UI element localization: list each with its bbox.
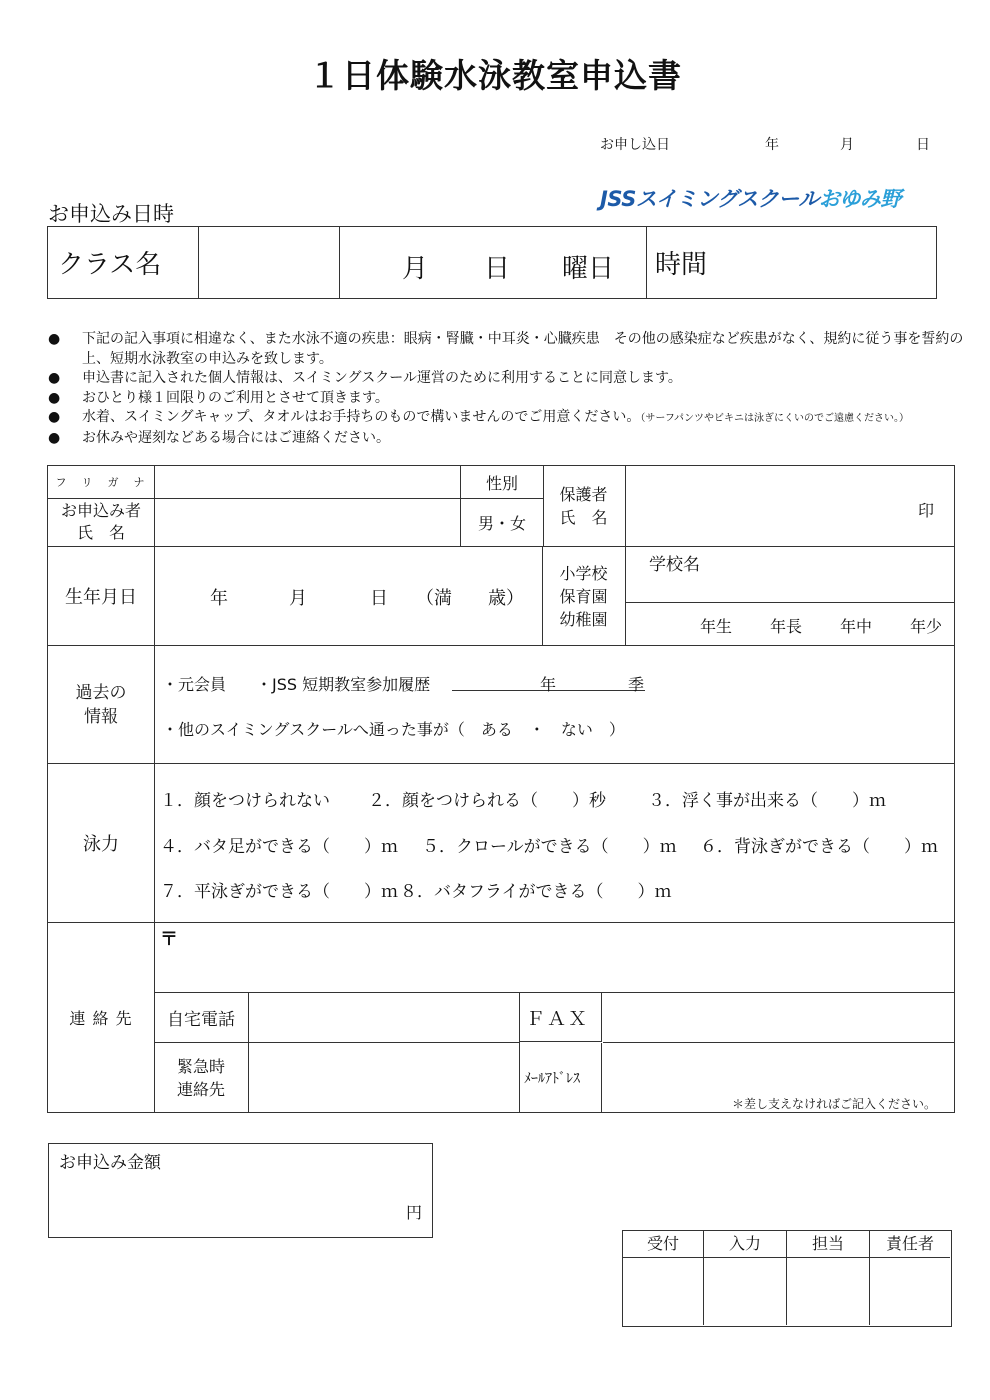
school-name-label: 学校名 bbox=[649, 555, 700, 575]
ability-item[interactable]: ２．顔をつけられる（ ）秒 bbox=[368, 791, 606, 811]
age-open: （満 bbox=[416, 588, 452, 609]
office-use-table bbox=[622, 1230, 952, 1327]
email-note: ＊差し支えなければご記入ください。 bbox=[731, 1097, 936, 1111]
form-title: １日体験水泳教室申込書 bbox=[308, 56, 682, 95]
notice-item bbox=[48, 408, 978, 429]
class-name-field[interactable] bbox=[199, 227, 340, 299]
logo-text-branch: おゆみ野 bbox=[818, 187, 901, 211]
school-logo bbox=[600, 183, 901, 213]
bullet-icon: ● bbox=[48, 370, 61, 386]
ability-field[interactable] bbox=[154, 764, 954, 922]
bullet-icon: ● bbox=[48, 409, 61, 425]
birth-day: 日 bbox=[370, 588, 388, 609]
grade-field[interactable] bbox=[625, 603, 954, 645]
history-label: 過去の 情報 bbox=[48, 646, 155, 763]
emergency-contact-field[interactable] bbox=[249, 1043, 520, 1112]
office-cell[interactable] bbox=[787, 1258, 870, 1325]
history-year: 年 bbox=[540, 675, 557, 694]
office-header: 責任者 bbox=[870, 1231, 950, 1258]
gender-label: 性別 bbox=[460, 466, 544, 499]
fee-label: お申込み金額 bbox=[59, 1153, 161, 1173]
ability-item[interactable]: ７．平泳ぎができる（ ）ｍ bbox=[160, 882, 398, 902]
ability-item[interactable]: ８．バタフライができる（ ）ｍ bbox=[400, 882, 672, 902]
postal-mark: 〒 bbox=[160, 929, 178, 950]
contact-label: 連 絡 先 bbox=[48, 923, 155, 1112]
furigana-label: フ リ ガ ナ bbox=[48, 466, 155, 499]
date-day: 日 bbox=[484, 253, 511, 284]
school-type-label: 小学校 保育園 幼稚園 bbox=[542, 547, 626, 645]
ability-item[interactable]: ６．背泳ぎができる（ ）ｍ bbox=[700, 837, 938, 857]
date-month: 月 bbox=[402, 253, 429, 284]
guardian-label: 保護者 氏 名 bbox=[542, 466, 626, 546]
time-field[interactable] bbox=[647, 227, 937, 299]
birthdate-label: 生年月日 bbox=[48, 547, 155, 645]
notice-item bbox=[48, 330, 978, 369]
applicant-name-field[interactable] bbox=[154, 498, 460, 546]
grade-option: 年長 bbox=[770, 617, 803, 636]
notice-item bbox=[48, 369, 978, 389]
schedule-table bbox=[47, 226, 937, 299]
history-other-school: ・他のスイミングスクールへ通った事が（ ある ・ ない ） bbox=[162, 720, 625, 739]
ability-item[interactable]: ４．バタ足ができる（ ）ｍ bbox=[160, 837, 398, 857]
application-date-label: お申し込日 bbox=[600, 137, 670, 153]
home-phone-label: 自宅電話 bbox=[154, 993, 249, 1043]
notice-text: 水着、スイミングキャップ、タオルはお手持ちのもので構いませんのでご用意ください。 bbox=[82, 409, 641, 425]
history-season: 季 bbox=[628, 675, 645, 694]
office-cell[interactable] bbox=[704, 1258, 787, 1325]
history-field[interactable] bbox=[154, 646, 954, 763]
email-field[interactable] bbox=[603, 1043, 954, 1112]
time-label: 時間 bbox=[655, 250, 708, 280]
ability-label: 泳力 bbox=[48, 764, 155, 922]
notice-list bbox=[48, 330, 978, 448]
office-header: 担当 bbox=[787, 1231, 870, 1258]
notice-item bbox=[48, 389, 978, 409]
school-name-field[interactable] bbox=[625, 547, 954, 603]
application-date-day: 日 bbox=[916, 137, 930, 153]
application-date-year: 年 bbox=[765, 137, 779, 153]
office-cell[interactable] bbox=[623, 1258, 704, 1325]
history-short-course: ・JSS 短期教室参加履歴 bbox=[256, 675, 431, 694]
address-field[interactable] bbox=[154, 923, 954, 993]
bullet-icon: ● bbox=[48, 389, 61, 406]
bullet-icon: ● bbox=[48, 331, 61, 347]
schedule-section-label: お申込み日時 bbox=[48, 202, 174, 226]
fee-box[interactable] bbox=[48, 1143, 433, 1238]
grade-option: 年中 bbox=[840, 617, 873, 636]
fax-label: ＦＡＸ bbox=[520, 993, 602, 1042]
application-form bbox=[47, 465, 955, 1113]
grade-option: 年生 bbox=[700, 617, 733, 636]
gender-options[interactable]: 男・女 bbox=[460, 498, 544, 546]
ability-item[interactable]: １．顔をつけられない bbox=[160, 791, 330, 811]
fax-field[interactable] bbox=[603, 993, 954, 1043]
grade-option: 年少 bbox=[910, 617, 943, 636]
date-weekday: 曜日 bbox=[562, 253, 615, 284]
logo-text-main: JSSスイミングスクール bbox=[600, 187, 819, 211]
home-phone-field[interactable] bbox=[249, 993, 520, 1043]
age-close: 歳） bbox=[488, 588, 524, 609]
bullet-icon: ● bbox=[48, 429, 61, 446]
notice-text: 下記の記入事項に相違なく、また水泳不適の疾患：眼病・腎臓・中耳炎・心臓疾患 その他の感染症など疾患がなく、規約に従う事を誓約の上、短期水泳教室の申込みを致します。 bbox=[82, 331, 964, 367]
history-former-member: ・元会員 bbox=[162, 675, 227, 694]
notice-note: （サーフパンツやビキニは泳ぎにくいのでご遠慮ください。） bbox=[640, 413, 910, 424]
notice-text: お休みや遅刻などある場合にはご連絡ください。 bbox=[82, 429, 390, 446]
fee-unit: 円 bbox=[405, 1203, 422, 1222]
seal-mark: 印 bbox=[917, 501, 934, 520]
ability-item[interactable]: ５．クロールができる（ ）ｍ bbox=[422, 837, 677, 857]
birth-month: 月 bbox=[289, 588, 307, 609]
office-header: 受付 bbox=[623, 1231, 704, 1258]
guardian-field[interactable] bbox=[625, 466, 954, 546]
notice-text: おひとり様１回限りのご利用とさせて頂きます。 bbox=[82, 389, 389, 406]
birthdate-field[interactable] bbox=[154, 547, 543, 645]
emergency-contact-label: 緊急時 連絡先 bbox=[154, 1043, 249, 1112]
notice-text: 申込書に記入された個人情報は、スイミングスクール運営のために利用することに同意します。 bbox=[82, 370, 682, 386]
application-date-month: 月 bbox=[840, 137, 854, 153]
ability-item[interactable]: ３．浮く事が出来る（ ）ｍ bbox=[648, 791, 886, 811]
furigana-field[interactable] bbox=[154, 466, 460, 499]
class-name-label: クラス名 bbox=[48, 227, 199, 299]
birth-year: 年 bbox=[210, 588, 228, 609]
email-label: ﾒｰﾙｱﾄﾞﾚｽ bbox=[520, 1043, 602, 1112]
office-cell[interactable] bbox=[870, 1258, 950, 1325]
date-field[interactable] bbox=[340, 227, 647, 299]
notice-item bbox=[48, 429, 978, 449]
applicant-name-label: お申込み者 氏 名 bbox=[48, 498, 155, 546]
office-header: 入力 bbox=[704, 1231, 787, 1258]
